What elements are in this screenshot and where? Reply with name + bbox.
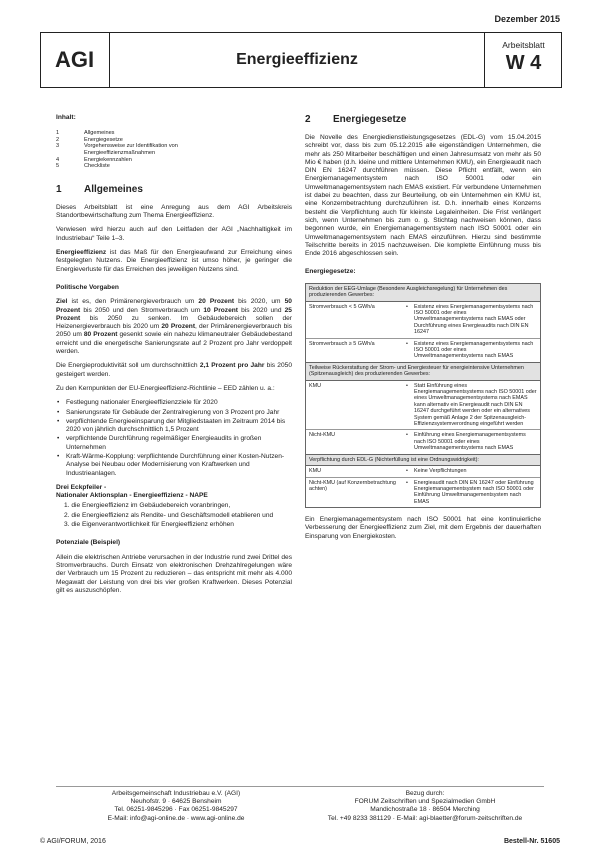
- section-heading: 1 Allgemeines: [56, 183, 143, 195]
- toc-item: 5 Checkliste: [56, 163, 110, 170]
- paragraph: Ein Energiemanagementsystem nach ISO 50001 hat eine kontinuierliche Verbesserung der Energieeffizienz zum Ziel, mit dem Ergebnis der dauerhaften Einsparung von Energiekosten.: [305, 516, 541, 540]
- list-item: • Sanierungsrate für Gebäude der Zentralregierung von 3 Prozent pro Jahr: [56, 409, 292, 417]
- table-of-contents: [56, 130, 292, 170]
- copyright: © AGI/FORUM, 2016: [40, 838, 106, 845]
- paragraph: Energieeffizienz ist das Maß für den Energieaufwand zur Erreichung eines festgelegten Nutzens. Die Energieeffizienz ist umso höher, je geringer die Energieverluste für das Erreichen des jeweiligen Nutzens sind.: [56, 249, 292, 273]
- list-item: 3. die Eigenverantwortlichkeit für Energieeffizienz erhöhen: [64, 521, 234, 529]
- toc-title: Inhalt:: [56, 114, 76, 121]
- list-item: 2. die Energieeffizienz als Rendite- und Geschäftsmodell etablieren und: [64, 511, 274, 519]
- laws-table: [305, 283, 541, 508]
- table-section-heading: Verpflichtung durch EDL-G (Nichterfüllung ist eine Ordnungswidrigkeit):: [306, 455, 540, 466]
- order-number: Bestell-Nr. 51605: [503, 838, 560, 845]
- list-item: 1. die Energieeffizienz im Gebäudebereich voranbringen,: [64, 502, 231, 510]
- list-item: • Kraft-Wärme-Kopplung: verpflichtende Durchführung einer Kosten-Nutzen-Analyse bei Neubau oder Modernisierung von Kraftwerken und Industrieanlagen.: [56, 453, 292, 478]
- table-row: Nicht-KMU • Einführung eines Energiemanagementsystems nach ISO 50001 oder eines Umweltmanagementsystems nach EMAS: [306, 430, 540, 454]
- page-title: Energieeffizienz: [236, 51, 358, 68]
- toc-item: 2 Energiegesetze: [56, 136, 123, 143]
- toc-item: Energieeffizienzmaßnahmen: [84, 150, 156, 157]
- paragraph: Die Energieproduktivität soll um durchschnittlich 2,1 Prozent pro Jahr bis 2050 gesteigert werden.: [56, 362, 292, 378]
- issue-date: Dezember 2015: [494, 14, 560, 24]
- subheading: Drei Eckpfeiler -: [56, 483, 107, 491]
- right-column: [305, 114, 541, 547]
- table-row: Nicht-KMU (auf Konzernbetrachtung achten) • Energieaudit nach DIN EN 16247 oder Einführung Energiemanagementsystem nach ISO 50001 oder Einführung Umweltmanagementsystem nach EMAS: [306, 478, 540, 508]
- sheet-id: [484, 32, 562, 88]
- toc-item: 3 Vorgehensweise zur Identifikation von: [56, 143, 178, 150]
- table-row: KMU • Keine Verpflichtungen: [306, 466, 540, 477]
- paragraph: Die Novelle des Energiedienstleistungsgesetzes (EDL-G) vom 15.04.2015 schreibt vor, dass bis zum 05.12.2015 alle eigenständigen Unternehmen, die mehr als 250 Mitarbeiter beschäftigen und einen Jahresumsatz von mehr als 50 Mio € haben (d.h. kleine und mittlere Unternehmen KMU), ein Energieaudit nach DIN EN 16247 durchführen müssen. Diese Pflicht entfällt, wenn ein Energiemanagementsystem nach ISO 50001 oder ein Umweltmanagementsystem nach EMAS existiert. Für verbundene Unternehmen ist dabei zu beachten, dass zur Beurteilung, ob ein Unternehmen ein KMU ist, eine Konzernbetrachtung durchzuführen ist. D.h. innerhalb eines Konzerns besteht die Verpflichtung auch für kleinste Legaleinheiten. Die Frist verlängert sich, wenn Unternehmen bis zum o. g. Stichtag nachweisen können, dass begonnen wurde, ein Energiemanagementsystem nach ISO 50001 oder ein Umweltmanagementsystem nach EMAS einzuführen. Hierzu sind bestimmte Teilschritte bereits in 2015 nachzuweisen. Die komplette Einführung muss bis Ende 2016 abgeschlossen sein.: [305, 134, 541, 258]
- eu-list: [56, 399, 292, 478]
- toc-item: 1 Allgemeines: [56, 130, 115, 137]
- table-section-heading: Reduktion der EEG-Umlage (Besondere Ausgleichsregelung) für Unternehmen des produzierenden Gewerbes:: [306, 284, 540, 302]
- left-column: [56, 114, 292, 601]
- paragraph: Zu den Kernpunkten der EU-Energieeffizienz-Richtlinie – EED zählen u. a.:: [56, 384, 275, 392]
- paragraph: Allein die elektrischen Antriebe verursachen in der Industrie rund zwei Drittel des Stromverbrauchs. Durch Einsatz von elektronischen Drehzahlregelungen wäre der Verbrauch um 15 Prozent zu reduzieren – das entspricht mit mehr als 4.000 Megawatt der Leistung von drei bis vier großen Kraftwerken. Dieses Potenzial gilt es auszuschöpfen.: [56, 553, 292, 594]
- footer-divider: [56, 786, 544, 787]
- section-heading: 2 Energiegesetze: [305, 114, 407, 125]
- table-row: KMU • Statt Einführung eines Energiemanagementsystems nach ISO 50001 oder eines Umweltmanagementsystems nach EMAS kann alternativ ein Energieaudit nach DIN EN 16247 durchgeführt werden oder ein alternatives System gemäß Anlage 2 der Spitzenausgleich-Effizienzsystemverordnung eingeführt werden: [306, 381, 540, 431]
- sheet-number: W 4: [505, 52, 542, 74]
- paragraph: Verwiesen wird hierzu auch auf den Leitfaden der AGI „Nachhaltigkeit im Industriebau“ Teile 1–3.: [56, 226, 292, 242]
- subheading: Potenziale (Beispiel): [56, 539, 121, 547]
- subheading: Energiegesetze:: [305, 268, 356, 276]
- list-item: • verpflichtende Energieeinsparung der Mitgliedstaaten im Zeitraum 2014 bis 2020 von jährlich durchschnittlich 1,5 Prozent: [56, 418, 292, 435]
- list-item: • verpflichtende Durchführung regelmäßiger Energieaudits in großen Unternehmen: [56, 435, 292, 452]
- table-section-heading: Teilweise Rückerstattung der Strom- und Energiesteuer für energieintensive Unternehmen (Spitzenausgleich) des produzierenden Gewerbes:: [306, 363, 540, 381]
- agi-logo: AGI: [40, 32, 110, 88]
- list-item: • Festlegung nationaler Energieeffizienzziele für 2020: [56, 399, 292, 407]
- publisher-address: Arbeitsgemeinschaft Industriebau e.V. (AGI) Neuhofstr. 9 · 64625 Bensheim Tel. 06251-9845296 · Fax 06251-9845297 E-Mail: info@agi-online.de · www.agi-online.de: [107, 790, 245, 822]
- sheet-label: Arbeitsblatt: [502, 40, 545, 50]
- nape-list: [56, 502, 292, 529]
- table-row: Stromverbrauch ≥ 5 GWh/a • Existenz eines Energiemanagementsystems nach ISO 50001 oder eines Umweltmanagementsystems nach EMAS: [306, 339, 540, 363]
- paragraph: Dieses Arbeitsblatt ist eine Anregung aus dem AGI Arbeitskreis Standortbewirtschaftung zum Thema Energieeffizienz.: [56, 203, 292, 220]
- subheading: Nationaler Aktionsplan - Energieeffizienz - NAPE: [56, 492, 208, 500]
- table-row: Stromverbrauch < 5 GWh/a • Existenz eines Energiemanagementsystems nach ISO 50001 oder eines Umweltmanagementsystems nach EMAS oder Durchführung eines Energieaudits nach DIN EN 16247: [306, 302, 540, 339]
- toc-item: 4 Energiekennzahlen: [56, 156, 132, 163]
- distributor-address: Bezug durch: FORUM Zeitschriften und Spezialmedien GmbH Mandichostraße 18 · 86504 Merching Tel. +49 8233 381129 · E-Mail: agi-blaetter@forum-zeitschriften.de: [327, 790, 523, 822]
- subheading: Politische Vorgaben: [56, 283, 119, 291]
- paragraph: Ziel ist es, den Primärenergieverbrauch um 20 Prozent bis 2020, um 50 Prozent bis 2050 und den Stromverbrauch um 10 Prozent bis 2020 und 25 Prozent bis 2050 zu senken. Im Gebäudebereich sollen der Heizenergieverbrauch bis 2020 um 20 Prozent, der Primärenergieverbrauch bis 2050 um 80 Prozent gesenkt sowie ein nahezu klimaneutraler Gebäudebestand erreicht und die energetische Sanierungsrate auf 2 Prozent pro Jahr verdoppelt werden.: [56, 298, 292, 356]
